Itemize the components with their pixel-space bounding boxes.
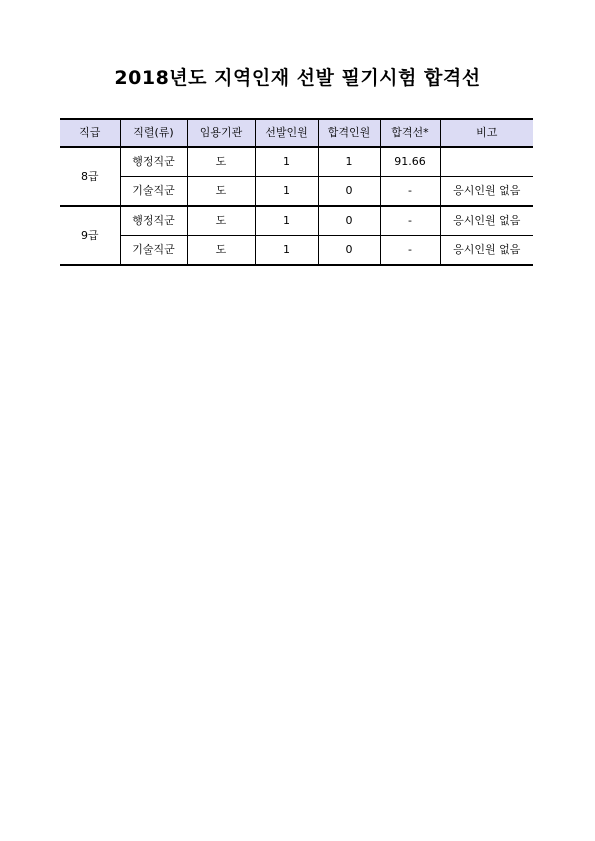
agency-cell: 도: [187, 177, 255, 207]
series-cell: 행정직군: [120, 147, 187, 177]
header-grade: 직급: [60, 119, 120, 147]
header-cutoff: 합격선*: [380, 119, 440, 147]
grade-cell: 9급: [60, 206, 120, 265]
table-row: [60, 147, 533, 177]
passed-cell: 0: [318, 206, 380, 236]
header-agency: 임용기관: [187, 119, 255, 147]
agency-cell: 도: [187, 236, 255, 266]
passed-cell: 1: [318, 147, 380, 177]
grade-cell: 8급: [60, 147, 120, 206]
note-cell: 응시인원 없음: [440, 236, 533, 266]
cutoff-cell: -: [380, 236, 440, 266]
passed-cell: 0: [318, 236, 380, 266]
series-cell: 기술직군: [120, 177, 187, 207]
agency-cell: 도: [187, 147, 255, 177]
note-cell: [440, 147, 533, 177]
cutoff-cell: -: [380, 177, 440, 207]
cutoff-cell: -: [380, 206, 440, 236]
header-selected: 선발인원: [255, 119, 318, 147]
header-note: 비고: [440, 119, 533, 147]
agency-cell: 도: [187, 206, 255, 236]
cutoff-cell: 91.66: [380, 147, 440, 177]
selected-cell: 1: [255, 147, 318, 177]
selected-cell: 1: [255, 236, 318, 266]
series-cell: 기술직군: [120, 236, 187, 266]
selected-cell: 1: [255, 177, 318, 207]
page-title: 2018년도 지역인재 선발 필기시험 합격선: [114, 67, 481, 89]
table-header-row: [60, 119, 533, 147]
selected-cell: 1: [255, 206, 318, 236]
series-cell: 행정직군: [120, 206, 187, 236]
header-passed: 합격인원: [318, 119, 380, 147]
table-row: [60, 177, 533, 207]
note-cell: 응시인원 없음: [440, 177, 533, 207]
table-row: [60, 206, 533, 236]
note-cell: 응시인원 없음: [440, 206, 533, 236]
results-table: [60, 118, 533, 266]
table-row: [60, 236, 533, 266]
header-series: 직렬(류): [120, 119, 187, 147]
passed-cell: 0: [318, 177, 380, 207]
